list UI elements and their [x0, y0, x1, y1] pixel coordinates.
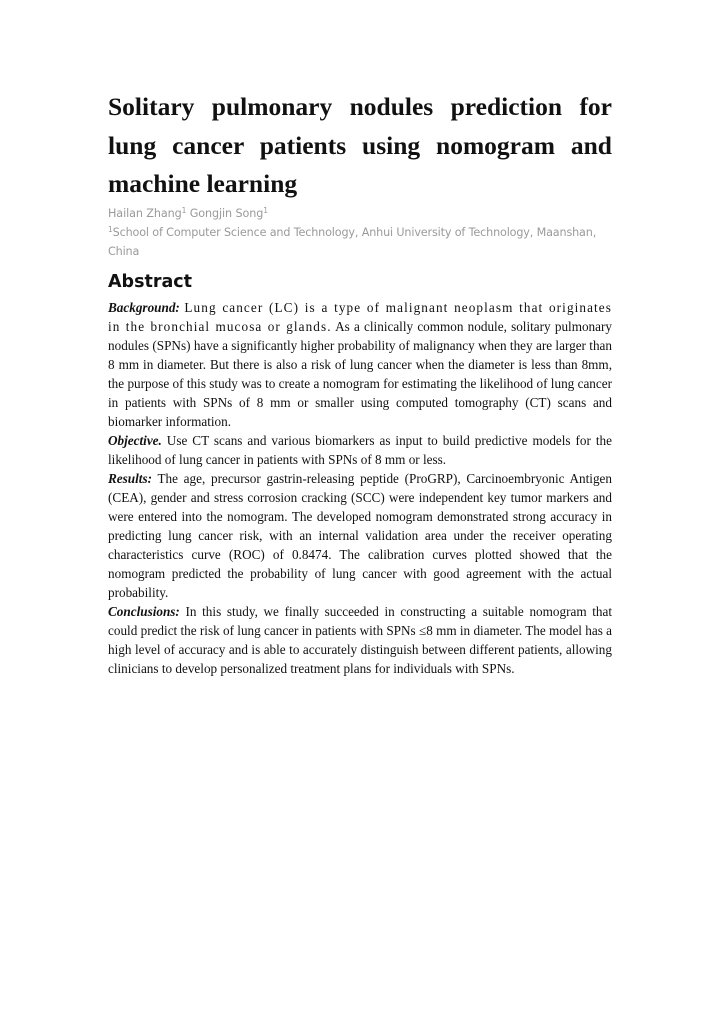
author-affiliation-mark: 1 [263, 205, 268, 215]
paper-title: Solitary pulmonary nodules prediction for lung cancer patients using nomogram and machine learning [108, 92, 612, 198]
affiliation-mark: 1 [108, 224, 113, 234]
paper-first-page [108, 88, 612, 678]
author-name: Gongjin Song [189, 206, 264, 220]
abstract-conclusions [108, 602, 612, 678]
abstract-heading: Abstract [108, 271, 193, 292]
results-text: The age, precursor gastrin-releasing peptide (ProGRP), Carcinoembryonic Antigen (CEA), gender and stress corrosion cracking (SCC) were independent key tumor markers and were entered into the nomogram. The developed nomogram demonstrated strong accuracy in predicting lung cancer risk, with an internal validation area under the receiver operating characteristics curve (ROC) of 0.8474. The calibration curves plotted showed that the nomogram predicted the probability of lung cancer with good agreement with the actual probability. [108, 470, 612, 600]
background-text-rest: As a clinically common nodule, solitary pulmonary nodules (SPNs) have a significantly higher probability of malignancy when they are larger than 8 mm in diameter. But there is also a risk of lung cancer when the diameter is less than 8mm, the purpose of this study was to create a nomogram for estimating the likelihood of lung cancer in patients with SPNs of 8 mm or smaller using computed tomography (CT) scans and biomarker information. [108, 318, 612, 429]
objective-text: Use CT scans and various biomarkers as input to build predictive models for the likelihood of lung cancer in patients with SPNs of 8 mm or less. [108, 432, 612, 467]
author-line [108, 204, 612, 223]
background-text-first: Lung cancer (LC) is a type of malignant neoplasm that originates in the bronchial mucosa or glands. [108, 299, 612, 334]
affiliation-text: School of Computer Science and Technology, Anhui University of Technology, Maanshan, China [108, 225, 597, 258]
abstract-background [108, 298, 612, 431]
conclusions-text: In this study, we finally succeeded in constructing a suitable nomogram that could predict the risk of lung cancer in patients with SPNs ≤8 mm in diameter. The model has a high level of accuracy and is able to accurately distinguish between different patients, allowing clinicians to develop personalized treatment plans for individuals with SPNs. [108, 603, 613, 676]
abstract-objective [108, 431, 612, 469]
conclusions-label: Conclusions: [108, 603, 180, 619]
author-affiliation-mark: 1 [181, 205, 187, 215]
abstract-results [108, 469, 612, 602]
abstract-body [108, 298, 612, 678]
results-label: Results: [108, 470, 152, 486]
background-label: Background: [108, 299, 180, 315]
affiliation [108, 223, 612, 261]
objective-label: Objective. [108, 432, 162, 448]
author-name: Hailan Zhang [108, 206, 182, 220]
